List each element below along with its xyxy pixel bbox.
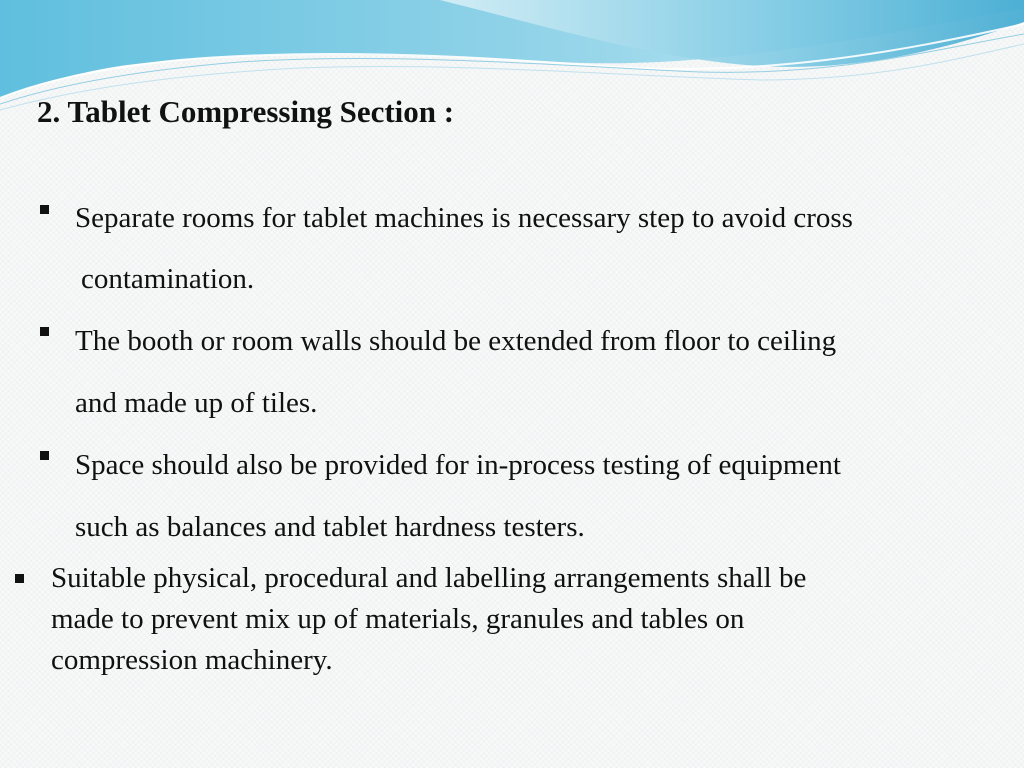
bullet-item bbox=[51, 558, 991, 681]
square-bullet-icon bbox=[40, 205, 49, 214]
bullet-text-line: contamination. bbox=[81, 263, 255, 295]
bullet-item bbox=[75, 188, 1005, 310]
bullet-text-line: and made up of tiles. bbox=[75, 387, 318, 419]
slide-title: 2. Tablet Compressing Section : bbox=[37, 94, 455, 129]
bullet-text-line: The booth or room walls should be extended from floor to ceiling bbox=[75, 325, 837, 357]
bullet-text-line: made to prevent mix up of materials, granules and tables on bbox=[51, 603, 745, 635]
bullet-text-line: Separate rooms for tablet machines is necessary step to avoid cross bbox=[75, 202, 853, 234]
bullet-item bbox=[75, 310, 1005, 434]
bullet-item bbox=[75, 434, 1005, 558]
square-bullet-icon bbox=[40, 327, 49, 336]
square-bullet-icon bbox=[15, 574, 24, 583]
bullet-text-line: Space should also be provided for in-process testing of equipment bbox=[75, 449, 841, 481]
bullet-text-line: such as balances and tablet hardness testers. bbox=[75, 511, 585, 543]
bullet-text-line: Suitable physical, procedural and labelling arrangements shall be bbox=[51, 562, 807, 594]
bullet-text-line: compression machinery. bbox=[51, 644, 333, 676]
square-bullet-icon bbox=[40, 451, 49, 460]
